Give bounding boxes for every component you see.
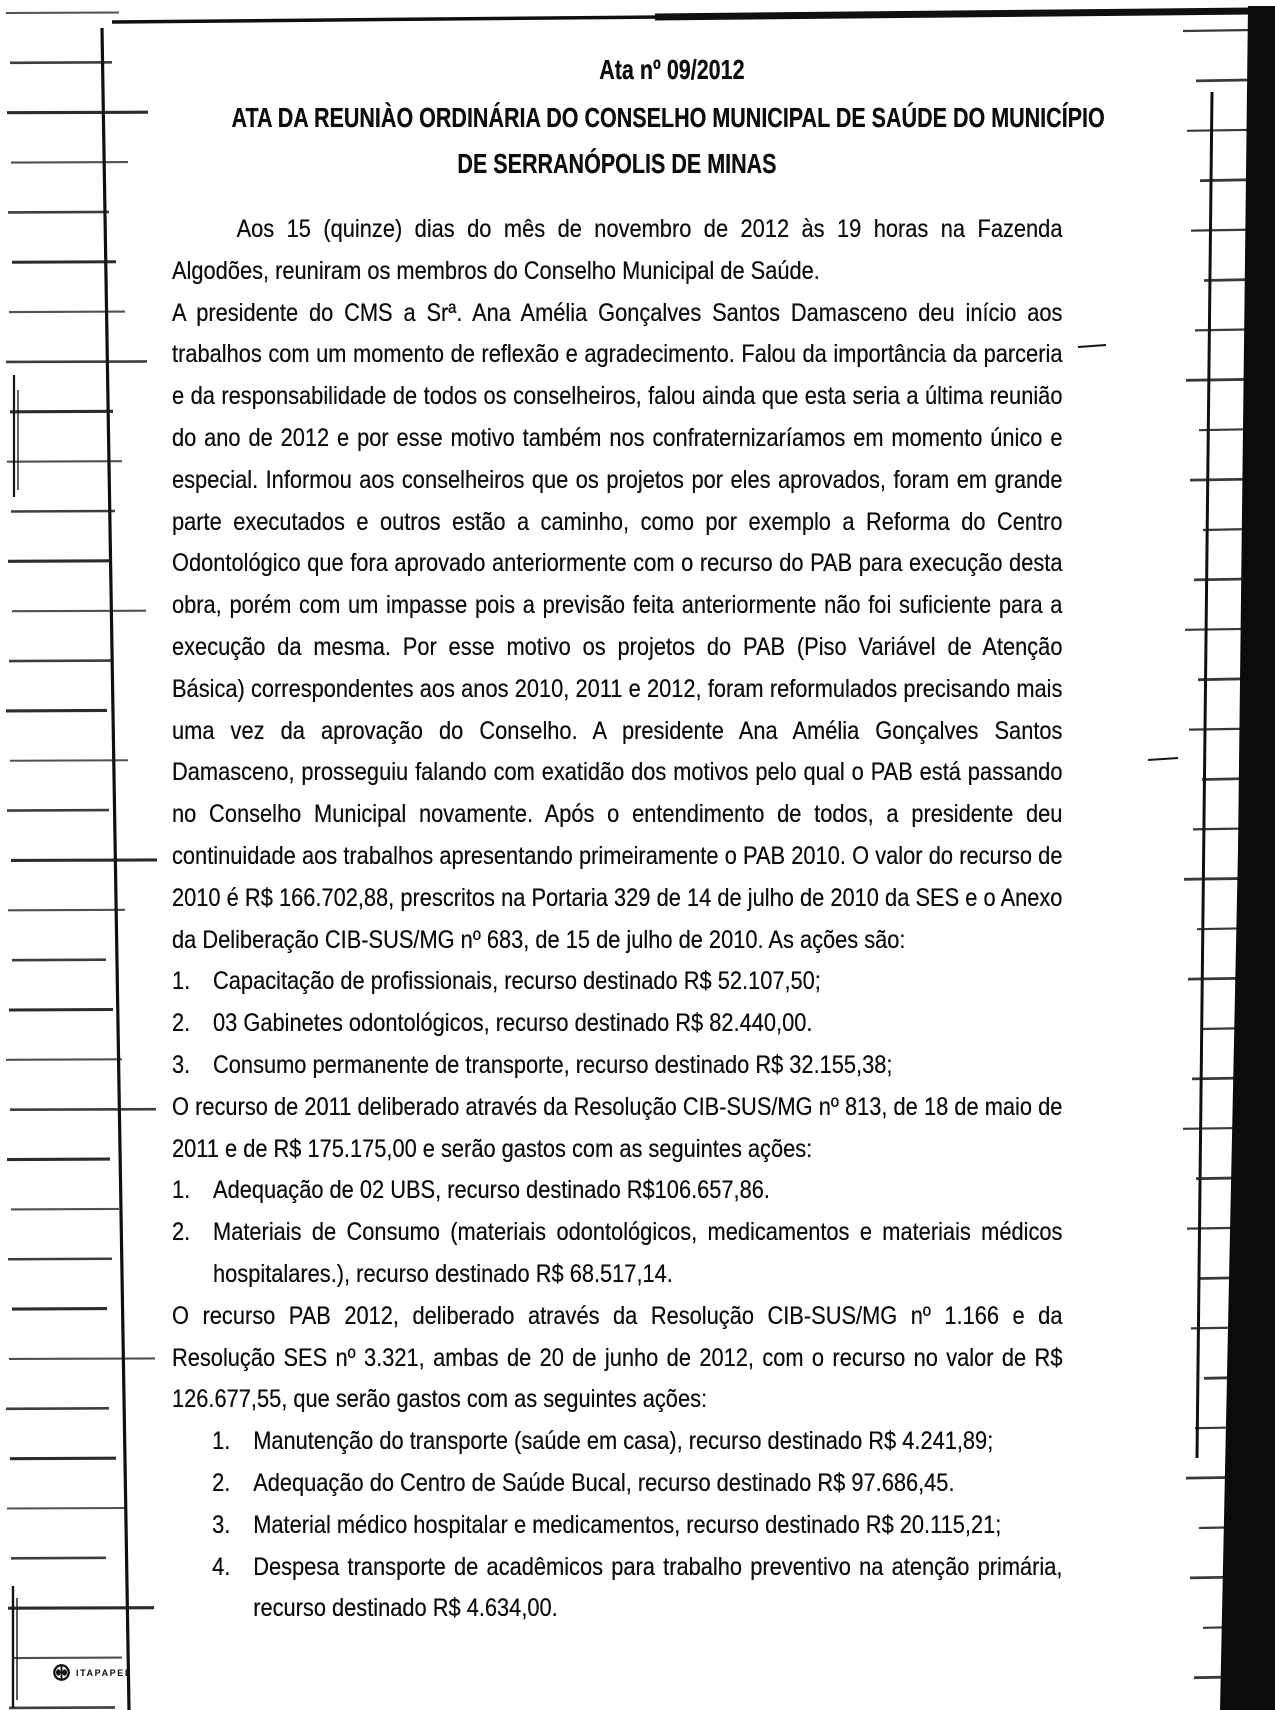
list-item-number: 1.: [172, 967, 191, 996]
ata-heading-line1: ATA DA REUNIÀO ORDINÁRIA DO CONSELHO MUNICIPAL DE SAÚDE DO MUNICÍPIO: [231, 102, 1105, 133]
itapapel-logo-icon: [52, 1663, 71, 1682]
list-item-text: Despesa transporte de acadêmicos para trabalho preventivo na atenção primária, recurso destinado R$ 4.634,00.: [253, 1552, 1063, 1623]
list-item: [172, 1212, 1062, 1296]
list-item-number: 1.: [212, 1427, 231, 1456]
list-item: [172, 1045, 1062, 1087]
ata-number-text: Ata nº 09/2012: [599, 54, 745, 85]
list-item-number: 2.: [212, 1468, 231, 1497]
ata-heading-line2: DE SERRANÓPOLIS DE MINAS: [457, 148, 777, 179]
list-item-number: 3.: [172, 1050, 191, 1079]
right-scan-shadow-bar: [1220, 6, 1275, 1710]
left-ruled-lines: [6, 13, 157, 1708]
list-item-text: 03 Gabinetes odontológicos, recurso destinado R$ 82.440,00.: [213, 1009, 813, 1038]
list-item-text: Consumo permanente de transporte, recurso destinado R$ 32.155,38;: [213, 1050, 893, 1079]
list-item-number: 3.: [212, 1510, 231, 1539]
list-item-text: Manutenção do transporte (saúde em casa), recurso destinado R$ 4.241,89;: [253, 1427, 994, 1456]
paragraph-pab-2012: O recurso PAB 2012, deliberado através da Resolução CIB-SUS/MG nº 1.166 e da Resolução SES nº 3.321, ambas de 20 de junho de 2012, com o recurso no valor de R$ 126.677,55, que serão gastos com as seguintes ações:: [172, 1301, 1063, 1414]
itapapel-brand-label: ITAPAPEL: [76, 1667, 132, 1678]
list-pab-2012: [212, 1421, 1062, 1630]
list-item-text: Materiais de Consumo (materiais odontológicos, medicamentos e materiais médicos hospitalares.), recurso destinado R$ 68.517,14.: [213, 1218, 1063, 1288]
right-margin-line: [1197, 92, 1212, 1458]
ata-heading: [172, 95, 1105, 187]
list-item: [212, 1505, 1062, 1547]
list-item: [212, 1463, 1062, 1505]
list-item-text: Adequação do Centro de Saúde Bucal, recurso destinado R$ 97.686,45.: [253, 1468, 955, 1497]
document-body: [172, 209, 1062, 1630]
paragraph-pab-2011: O recurso de 2011 deliberado através da Resolução CIB-SUS/MG nº 813, de 18 de maio de 2011 e de R$ 175.175,00 e serão gastos com as seguintes ações:: [172, 1092, 1063, 1163]
list-item-number: 2.: [172, 1009, 191, 1038]
list-item: [172, 961, 1062, 1003]
itapapel-brand: [52, 1663, 132, 1682]
ata-number-title: [227, 54, 1117, 86]
top-edge-scan-line: [112, 11, 1252, 22]
list-item-number: 1.: [172, 1176, 191, 1205]
list-item: [172, 1003, 1062, 1045]
list-item-number: 4.: [212, 1552, 231, 1581]
list-item-number: 2.: [172, 1218, 191, 1247]
list-item-text: Material médico hospitalar e medicamentos, recurso destinado R$ 20.115,21;: [253, 1510, 1002, 1539]
list-item: [172, 1170, 1062, 1212]
list-item-text: Adequação de 02 UBS, recurso destinado R$106.657,86.: [213, 1176, 770, 1205]
list-item: [212, 1421, 1062, 1463]
document-sheet: [172, 54, 1105, 1630]
paragraph-opening: Aos 15 (quinze) dias do mês de novembro de 2012 às 19 horas na Fazenda Algodões, reuniram os membros do Conselho Municipal de Saúde.: [172, 215, 1063, 285]
list-pab-2011: [172, 1170, 1062, 1295]
list-item-text: Capacitação de profissionais, recurso destinado R$ 52.107,50;: [213, 967, 821, 996]
list-pab-2010: [172, 961, 1062, 1086]
paragraph-main: A presidente do CMS a Srª. Ana Amélia Gonçalves Santos Damasceno deu início aos trabalhos com um momento de reflexão e agradecimento. Falou da importância da parceria e da responsabilidade de todos os conselheiros, falou ainda que esta seria a última reunião do ano de 2012 e por esse motivo também nos confraternizaríamos em momento único e especial. Informou aos conselheiros que os projetos por eles aprovados, foram em grande parte executados e outros estão a caminho, como por exemplo a Reforma do Centro Odontológico que fora aprovado anteriormente com o recurso do PAB para execução desta obra, porém com um impasse pois a previsão feita anteriormente não foi suficiente para a execução da mesma. Por esse motivo os projetos do PAB (Piso Variável de Atenção Básica) correspondentes aos anos 2010, 2011 e 2012, foram reformulados precisando mais uma vez da aprovação do Conselho. A presidente Ana Amélia Gonçalves Santos Damasceno, prosseguiu falando com exatidão dos motivos pelo qual o PAB está passando no Conselho Municipal novamente. Após o entendimento de todos, a presidente deu continuidade aos trabalhos apresentando primeiramente o PAB 2010. O valor do recurso de 2010 é R$ 166.702,88, prescritos na Portaria 329 de 14 de julho de 2010 da SES e o Anexo da Deliberação CIB-SUS/MG nº 683, de 15 de julho de 2010. As ações são:: [172, 298, 1063, 954]
list-item: [212, 1547, 1062, 1631]
